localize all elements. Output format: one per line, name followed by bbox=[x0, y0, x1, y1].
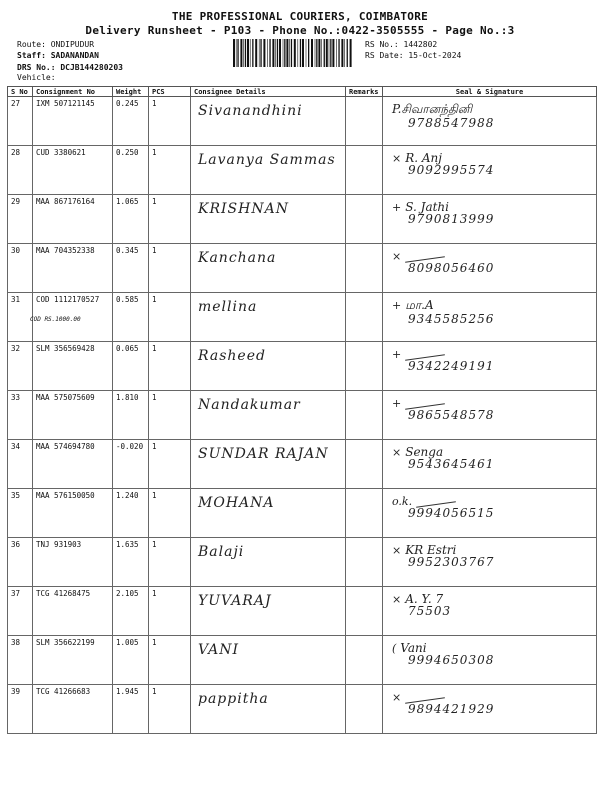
signature-mark: + bbox=[392, 397, 402, 410]
cell-remarks bbox=[346, 342, 383, 391]
cell-remarks bbox=[346, 97, 383, 146]
consignee-name: Kanchana bbox=[198, 250, 277, 266]
signature-text: A. Y. 7 bbox=[405, 592, 444, 606]
vehicle-label: Vehicle: bbox=[17, 73, 56, 82]
signature-mark: × bbox=[392, 593, 402, 606]
cell-sno: 38 bbox=[8, 636, 33, 685]
cell-consignment bbox=[33, 440, 113, 489]
rs-date: RS Date: 15-Oct-2024 bbox=[365, 51, 462, 60]
receiver-phone: 9342249191 bbox=[408, 359, 495, 373]
signature-mark: ( bbox=[392, 642, 397, 655]
cell-consignment bbox=[33, 195, 113, 244]
cell-consignment bbox=[33, 391, 113, 440]
table-row bbox=[8, 97, 597, 146]
cell-weight: 2.105 bbox=[113, 587, 149, 636]
consignment-number: IXM 507121145 bbox=[36, 99, 95, 108]
signature-mark: × bbox=[392, 446, 402, 459]
consignee-name: KRISHNAN bbox=[198, 201, 289, 217]
col-sno: S No bbox=[8, 87, 33, 97]
runsheet-table bbox=[7, 86, 597, 734]
cell-consignee bbox=[191, 244, 346, 293]
receiver-phone: 9952303767 bbox=[408, 555, 495, 569]
cell-signature bbox=[383, 342, 597, 391]
receiver-phone: 9788547988 bbox=[408, 116, 495, 130]
col-weight: Weight bbox=[113, 87, 149, 97]
cell-signature bbox=[383, 440, 597, 489]
cell-sno: 39 bbox=[8, 685, 33, 734]
cell-consignment bbox=[33, 636, 113, 685]
cell-sno: 36 bbox=[8, 538, 33, 587]
cell-sno: 35 bbox=[8, 489, 33, 538]
col-remarks: Remarks bbox=[346, 87, 383, 97]
signature-text: R. Anj bbox=[405, 151, 442, 165]
consignment-number: TCG 41266683 bbox=[36, 687, 91, 696]
consignment-number: COD 1112170527 bbox=[36, 295, 100, 304]
cell-remarks bbox=[346, 489, 383, 538]
consignment-number: CUD 3380621 bbox=[36, 148, 86, 157]
signature-mark: × bbox=[392, 691, 402, 704]
consignment-number: MAA 576150050 bbox=[36, 491, 95, 500]
col-signature: Seal & Signature bbox=[383, 87, 597, 97]
cell-pcs: 1 bbox=[149, 538, 191, 587]
cell-sno: 29 bbox=[8, 195, 33, 244]
table-row bbox=[8, 244, 597, 293]
cell-signature bbox=[383, 293, 597, 342]
table-row bbox=[8, 587, 597, 636]
cell-weight: 1.065 bbox=[113, 195, 149, 244]
receiver-phone: 75503 bbox=[408, 604, 452, 618]
consignment-number: MAA 867176164 bbox=[36, 197, 95, 206]
runsheet-subtitle: Delivery Runsheet - P103 - Phone No.:0422-3505555 - Page No.:3 bbox=[85, 24, 515, 37]
consignment-number: TCG 41268475 bbox=[36, 589, 91, 598]
cell-sno: 28 bbox=[8, 146, 33, 195]
cell-weight: 0.245 bbox=[113, 97, 149, 146]
signature-text: மா.A bbox=[405, 298, 434, 312]
cell-consignee bbox=[191, 538, 346, 587]
cell-remarks bbox=[346, 391, 383, 440]
barcode-icon bbox=[233, 39, 355, 67]
cell-signature bbox=[383, 391, 597, 440]
signature-mark: × bbox=[392, 544, 402, 557]
cell-consignee bbox=[191, 440, 346, 489]
cell-sno: 30 bbox=[8, 244, 33, 293]
cell-weight: 1.810 bbox=[113, 391, 149, 440]
receiver-phone: 9894421929 bbox=[408, 702, 495, 716]
cell-weight: 0.250 bbox=[113, 146, 149, 195]
consignee-name: Balaji bbox=[198, 544, 245, 560]
cell-remarks bbox=[346, 538, 383, 587]
signature-mark: + bbox=[392, 201, 402, 214]
cell-pcs: 1 bbox=[149, 440, 191, 489]
cell-remarks bbox=[346, 685, 383, 734]
consignee-name: Nandakumar bbox=[198, 397, 301, 413]
cell-weight: 0.065 bbox=[113, 342, 149, 391]
cell-consignment bbox=[33, 685, 113, 734]
staff-label: Staff: SADANANDAN bbox=[17, 51, 99, 60]
consignee-name: pappitha bbox=[198, 691, 269, 707]
cell-pcs: 1 bbox=[149, 685, 191, 734]
cell-pcs: 1 bbox=[149, 97, 191, 146]
cell-consignee bbox=[191, 146, 346, 195]
cell-sno: 32 bbox=[8, 342, 33, 391]
cell-signature bbox=[383, 146, 597, 195]
cell-signature bbox=[383, 636, 597, 685]
cell-signature bbox=[383, 489, 597, 538]
cell-pcs: 1 bbox=[149, 587, 191, 636]
cell-consignee bbox=[191, 97, 346, 146]
signature-text: Vani bbox=[400, 641, 427, 655]
receiver-phone: 9543645461 bbox=[408, 457, 495, 471]
consignment-number: SLM 356622199 bbox=[36, 638, 95, 647]
signature-text: P.சிவானந்தினி bbox=[392, 102, 473, 116]
receiver-phone: 9865548578 bbox=[408, 408, 495, 422]
consignment-number: MAA 704352338 bbox=[36, 246, 95, 255]
receiver-phone: 9345585256 bbox=[408, 312, 495, 326]
route-label: Route: ONDIPUDUR bbox=[17, 40, 95, 49]
consignee-name: VANI bbox=[198, 642, 240, 658]
receiver-phone: 9994056515 bbox=[408, 506, 495, 520]
cell-consignment bbox=[33, 342, 113, 391]
cell-weight: 0.585 bbox=[113, 293, 149, 342]
cell-consignment bbox=[33, 587, 113, 636]
cell-weight: 1.240 bbox=[113, 489, 149, 538]
receiver-phone: 8098056460 bbox=[408, 261, 495, 275]
cell-pcs: 1 bbox=[149, 636, 191, 685]
cell-consignee bbox=[191, 342, 346, 391]
consignee-name: Sivanandhini bbox=[198, 103, 303, 119]
signature-text: S. Jathi bbox=[405, 200, 449, 214]
cell-signature bbox=[383, 195, 597, 244]
cell-consignee bbox=[191, 293, 346, 342]
cell-consignment bbox=[33, 146, 113, 195]
cell-remarks bbox=[346, 195, 383, 244]
cell-consignee bbox=[191, 195, 346, 244]
cell-consignment bbox=[30, 293, 113, 342]
consignment-number: SLM 356569428 bbox=[36, 344, 95, 353]
table-row bbox=[8, 342, 597, 391]
cell-weight: 1.635 bbox=[113, 538, 149, 587]
cell-remarks bbox=[346, 440, 383, 489]
table-row bbox=[8, 538, 597, 587]
cell-consignment bbox=[33, 244, 113, 293]
col-consignment: Consignment No bbox=[33, 87, 113, 97]
cell-weight: -0.020 bbox=[113, 440, 149, 489]
consignment-number: MAA 575075609 bbox=[36, 393, 95, 402]
table-row bbox=[8, 489, 597, 538]
table-row bbox=[8, 636, 597, 685]
consignee-name: Rasheed bbox=[198, 348, 266, 364]
drs-number: DRS No.: DCJB144280203 bbox=[17, 63, 123, 72]
signature-text: KR Estri bbox=[405, 543, 457, 557]
signature-text: Senga bbox=[405, 445, 444, 459]
signature-mark: × bbox=[392, 152, 402, 165]
cell-consignment bbox=[33, 489, 113, 538]
table-row bbox=[8, 195, 597, 244]
signature-mark: + bbox=[392, 299, 402, 312]
cell-signature bbox=[383, 685, 597, 734]
cell-signature bbox=[383, 97, 597, 146]
cell-consignee bbox=[191, 391, 346, 440]
cell-sno: 27 bbox=[8, 97, 33, 146]
cell-remarks bbox=[346, 146, 383, 195]
cell-weight: 1.945 bbox=[113, 685, 149, 734]
cell-remarks bbox=[346, 293, 383, 342]
cell-weight: 1.005 bbox=[113, 636, 149, 685]
receiver-phone: 9092995574 bbox=[408, 163, 495, 177]
cell-pcs: 1 bbox=[149, 342, 191, 391]
consignee-name: MOHANA bbox=[198, 495, 275, 511]
cell-weight: 0.345 bbox=[113, 244, 149, 293]
col-consignee: Consignee Details bbox=[191, 87, 346, 97]
cell-signature bbox=[383, 244, 597, 293]
cell-pcs: 1 bbox=[149, 244, 191, 293]
signature-mark: + bbox=[392, 348, 402, 361]
company-title: THE PROFESSIONAL COURIERS, COIMBATORE bbox=[171, 10, 429, 23]
cell-signature bbox=[383, 587, 597, 636]
cell-sno: 34 bbox=[8, 440, 33, 489]
consignee-name: mellina bbox=[198, 299, 258, 315]
cell-sno: 33 bbox=[8, 391, 33, 440]
cell-remarks bbox=[346, 244, 383, 293]
cell-consignment bbox=[33, 538, 113, 587]
cell-sno: 31 bbox=[8, 293, 33, 342]
cell-consignee bbox=[191, 636, 346, 685]
cell-remarks bbox=[346, 587, 383, 636]
cod-amount: COD RS.1000.00 bbox=[30, 316, 81, 323]
cell-sno: 37 bbox=[8, 587, 33, 636]
cell-pcs: 1 bbox=[149, 146, 191, 195]
table-row bbox=[8, 146, 597, 195]
col-pcs: PCS bbox=[149, 87, 191, 97]
receiver-phone: 9994650308 bbox=[408, 653, 495, 667]
cell-pcs: 1 bbox=[149, 489, 191, 538]
consignee-name: Lavanya Sammas bbox=[198, 152, 336, 168]
rs-number: RS No.: 1442802 bbox=[365, 40, 438, 49]
cell-pcs: 1 bbox=[149, 391, 191, 440]
consignment-number: TNJ 931903 bbox=[36, 540, 82, 549]
cell-pcs: 1 bbox=[149, 195, 191, 244]
table-header-row bbox=[8, 87, 597, 97]
receiver-phone: 9790813999 bbox=[408, 212, 495, 226]
table-row bbox=[8, 293, 597, 342]
signature-mark: × bbox=[392, 250, 402, 263]
cell-remarks bbox=[346, 636, 383, 685]
consignment-number: MAA 574694780 bbox=[36, 442, 95, 451]
table-row bbox=[8, 440, 597, 489]
cell-signature bbox=[383, 538, 597, 587]
consignee-name: YUVARAJ bbox=[198, 593, 272, 609]
cell-consignee bbox=[191, 587, 346, 636]
table-row bbox=[8, 391, 597, 440]
cell-consignee bbox=[191, 685, 346, 734]
consignee-name: SUNDAR RAJAN bbox=[198, 446, 329, 462]
signature-mark: o.k. bbox=[392, 495, 413, 508]
cell-consignee bbox=[191, 489, 346, 538]
cell-consignment bbox=[33, 97, 113, 146]
table-row bbox=[8, 685, 597, 734]
cell-pcs: 1 bbox=[149, 293, 191, 342]
